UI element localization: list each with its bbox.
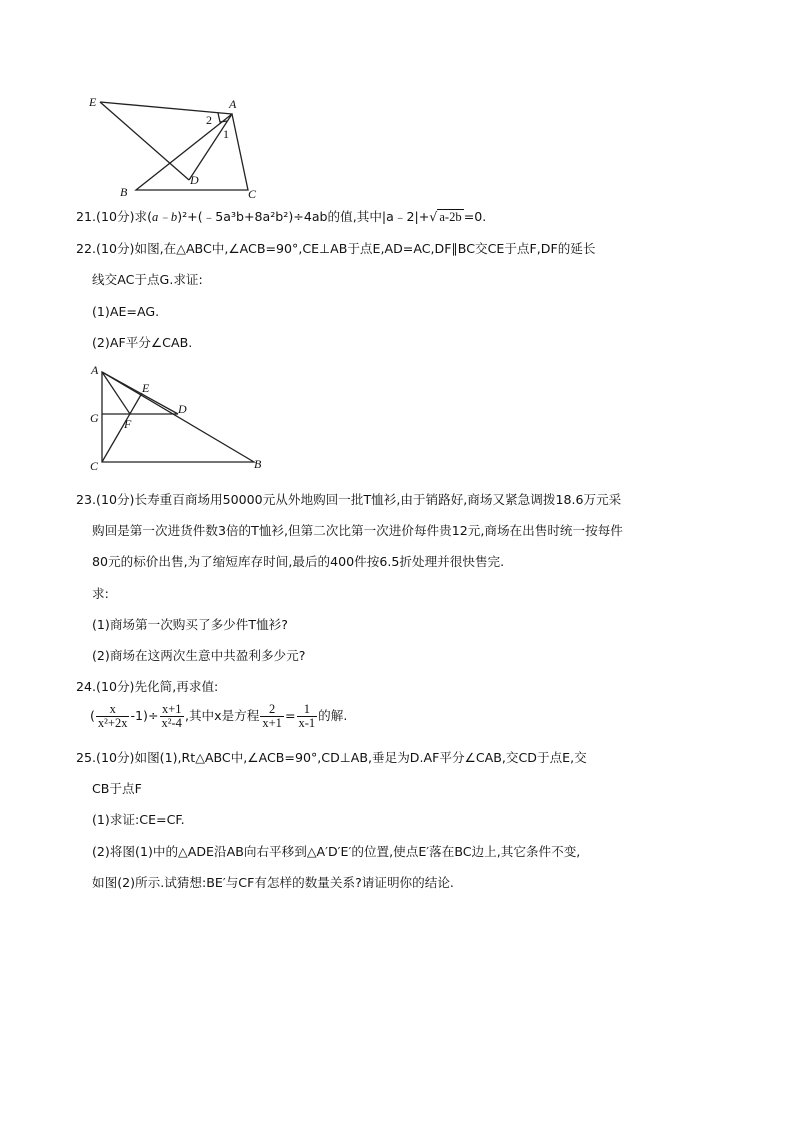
figure-2: [86, 362, 276, 474]
q21-text-b: a﹣b: [152, 210, 178, 224]
q23-line3: 80元的标价出售,为了缩短库存时间,最后的400件按6.5折处理并很快售完.: [92, 554, 505, 569]
q24-f1-denominator: x²+2x: [97, 716, 128, 730]
q24-f4-numerator: 1: [297, 703, 318, 717]
label-g: G: [90, 411, 99, 425]
label-f: F: [124, 417, 132, 431]
q22-part1: (1)AE=AG.: [92, 304, 160, 319]
label-d: D: [190, 173, 199, 187]
segment-ea: [100, 102, 232, 114]
q25-line1: 25.(10分)如图(1),Rt△ABC中,∠ACB=90°,CD⊥AB,垂足为D.AF平分∠CAB,交CD于点E,交: [76, 750, 587, 765]
q23-line4: 求:: [92, 586, 109, 601]
segment-ce: [102, 393, 142, 462]
q23-part1: (1)商场第一次购买了多少件T恤衫?: [92, 617, 288, 632]
label-a: A: [91, 363, 99, 377]
q21-sqrt: a-2b: [439, 210, 462, 224]
q24-f2-denominator: x²-4: [161, 716, 182, 730]
q23-line1: 23.(10分)长寿重百商场用50000元从外地购回一批T恤衫,由于销路好,商场又紧急调拨18.6万元采: [76, 492, 622, 507]
q25-part2a: (2)将图(1)中的△ADE沿AB向右平移到△A′D′E′的位置,使点E′落在BC边上,其它条件不变,: [92, 844, 581, 859]
q24-tail: 的解.: [318, 708, 348, 723]
q24-mid-text: ,其中x是方程: [184, 708, 260, 723]
label-angle-2: 2: [206, 113, 212, 127]
q21-text-a: 求(: [134, 209, 152, 224]
label-c: C: [90, 459, 99, 473]
q23-part2: (2)商场在这两次生意中共盈利多少元?: [92, 648, 306, 663]
label-c: C: [248, 187, 257, 201]
q24-fraction-3: [260, 703, 284, 730]
q24-f3-numerator: 2: [260, 703, 284, 717]
q21-number: 21.: [76, 209, 97, 224]
q24-fraction-1: [96, 703, 130, 730]
q21-text-c: )²+(﹣5a³b+8a²b²)÷4ab的值,其中|a﹣2|+: [177, 209, 430, 224]
label-angle-1: 1: [223, 127, 229, 141]
q24-f2-numerator: x+1: [160, 703, 184, 717]
segment-ad: [102, 372, 178, 414]
label-b: B: [120, 185, 128, 199]
q25-part1: (1)求证:CE=CF.: [92, 812, 185, 827]
label-e: E: [89, 95, 97, 109]
q22-part2: (2)AF平分∠CAB.: [92, 335, 193, 350]
segment-ed: [100, 102, 189, 180]
q24-f1-numerator: x: [96, 703, 130, 717]
q21-text-d: =0.: [463, 209, 487, 224]
q24-equals: =: [284, 708, 296, 723]
q24-fraction-2: [160, 703, 184, 730]
segment-af: [102, 372, 130, 414]
q24-expression: [90, 700, 347, 732]
q24-f3-denominator: x+1: [262, 716, 282, 730]
q24-f4-denominator: x-1: [298, 716, 316, 730]
q24-minus-one: -1)÷: [130, 708, 159, 723]
angle-mark-2: [218, 113, 227, 122]
q24-open-paren: (: [90, 708, 95, 723]
q25-line2: CB于点F: [92, 781, 142, 796]
label-e: E: [142, 381, 150, 395]
figure-1: [80, 92, 270, 202]
q24-fraction-4: [297, 703, 318, 730]
label-a: A: [229, 97, 237, 111]
label-d: D: [178, 402, 187, 416]
q22-line2: 线交AC于点G.求证:: [92, 272, 203, 287]
q22-line1: 22.(10分)如图,在△ABC中,∠ACB=90°,CE⊥AB于点E,AD=AC,DF∥BC交CE于点F,DF的延长: [76, 241, 596, 256]
q21-score: (10分): [96, 209, 135, 224]
q23-line2: 购回是第一次进货件数3倍的T恤衫,但第二次比第一次进价每件贵12元,商场在出售时统一按每件: [92, 523, 623, 538]
q21-line: 21.(10分)求(a﹣b)²+(﹣5a³b+8a²b²)÷4ab的值,其中|a﹣2|+√ a-2b =0.: [76, 209, 487, 224]
q24-line1: 24.(10分)先化简,再求值:: [76, 679, 219, 694]
q25-part2b: 如图(2)所示.试猜想:BE′与CF有怎样的数量关系?请证明你的结论.: [92, 875, 454, 890]
label-b: B: [254, 457, 262, 471]
